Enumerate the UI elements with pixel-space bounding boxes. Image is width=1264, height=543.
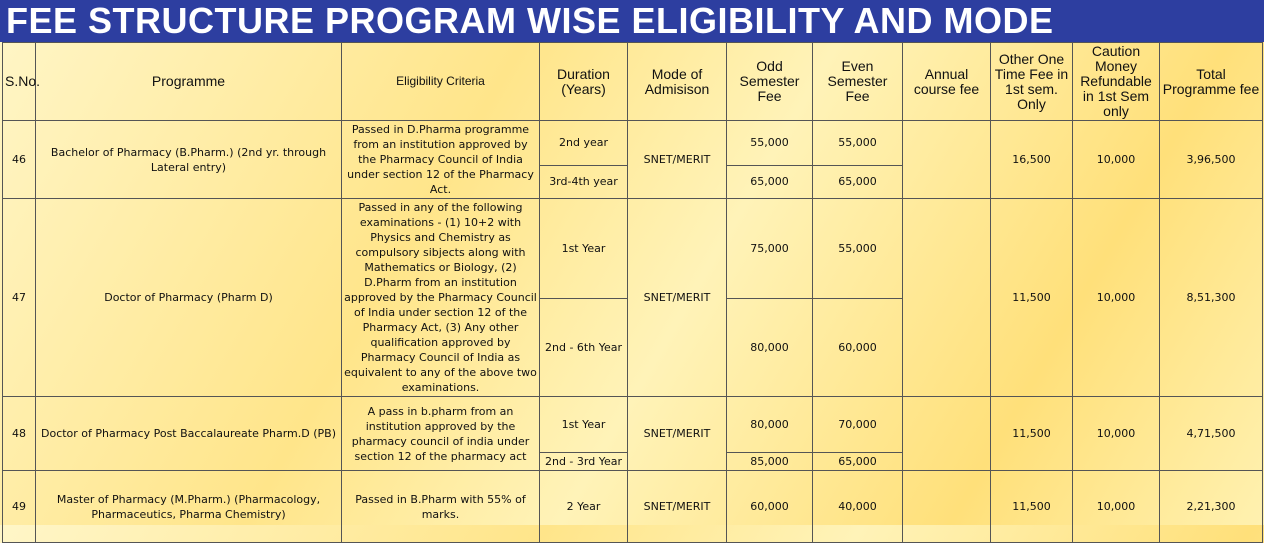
header-even-semester-fee: Even Semester Fee [813, 43, 903, 121]
cell-even-fee: 55,000 [813, 199, 903, 299]
fee-structure-table [2, 42, 1263, 543]
header-total-fee: Total Programme fee [1160, 43, 1263, 121]
cell-sno: 49 [3, 471, 36, 543]
table-row [3, 397, 1263, 453]
header-mode: Mode of Admisison [628, 43, 727, 121]
header-caution-money: Caution Money Refundable in 1st Sem only [1073, 43, 1160, 121]
cell-annual-fee [903, 121, 991, 199]
cell-duration: 2nd year [540, 121, 628, 166]
cell-caution-money: 10,000 [1073, 199, 1160, 397]
cell-odd-fee: 55,000 [727, 121, 813, 166]
cell-programme: Master of Pharmacy (M.Pharm.) (Pharmacology, Pharmaceutics, Pharma Chemistry) [36, 471, 342, 543]
header-programme: Programme [36, 43, 342, 121]
header-sno: S.No. [3, 43, 36, 121]
cell-total-fee: 3,96,500 [1160, 121, 1263, 199]
cell-other-fee: 16,500 [991, 121, 1073, 199]
cell-eligibility: A pass in b.pharm from an institution approved by the pharmacy council of india under section 12 of the pharmacy act [342, 397, 540, 471]
cell-duration: 2 Year [540, 471, 628, 543]
cell-odd-fee: 85,000 [727, 453, 813, 471]
cell-total-fee: 8,51,300 [1160, 199, 1263, 397]
cell-even-fee: 65,000 [813, 165, 903, 198]
cell-even-fee: 65,000 [813, 453, 903, 471]
cell-programme [36, 397, 342, 471]
cell-duration: 3rd-4th year [540, 165, 628, 198]
header-eligibility: Eligibility Criteria [342, 43, 540, 121]
cell-eligibility: Passed in B.Pharm with 55% of marks. [342, 471, 540, 543]
cell-even-fee: 55,000 [813, 121, 903, 166]
cell-sno: 47 [3, 199, 36, 397]
header-odd-semester-fee: Odd Semester Fee [727, 43, 813, 121]
header-other-fee: Other One Time Fee in 1st sem. Only [991, 43, 1073, 121]
cell-odd-fee: 80,000 [727, 299, 813, 397]
header-duration: Duration (Years) [540, 43, 628, 121]
cell-programme: Doctor of Pharmacy (Pharm D) [36, 199, 342, 397]
cell-duration: 1st Year [540, 199, 628, 299]
cell-sno: 46 [3, 121, 36, 199]
cell-odd-fee: 75,000 [727, 199, 813, 299]
cell-total-fee: 4,71,500 [1160, 397, 1263, 471]
cell-even-fee: 60,000 [813, 299, 903, 397]
table-row [3, 471, 1263, 543]
cell-duration: 2nd - 3rd Year [540, 453, 628, 471]
table-row [3, 121, 1263, 166]
cell-eligibility: Passed in any of the following examinations - (1) 10+2 with Physics and Chemistry as compulsory sibjects along with Mathematics or Biology, (2) D.Pharm from an institution approved by the Pharmacy Council of India under section 12 of the Pharmacy Act, (3) Any other qualification approved by Pharmacy Council of India as equivalent to any of the above two examinations. [342, 199, 540, 397]
cell-odd-fee: 60,000 [727, 471, 813, 543]
cell-other-fee: 11,500 [991, 471, 1073, 543]
cell-odd-fee: 80,000 [727, 397, 813, 453]
cell-mode: SNET/MERIT [628, 199, 727, 397]
cell-mode: SNET/MERIT [628, 397, 727, 471]
cell-duration: 1st Year [540, 397, 628, 453]
cell-other-fee: 11,500 [991, 397, 1073, 471]
cell-mode: SNET/MERIT [628, 121, 727, 199]
cell-annual-fee [903, 199, 991, 397]
cell-duration: 2nd - 6th Year [540, 299, 628, 397]
table-row [3, 199, 1263, 299]
header-row [3, 43, 1263, 121]
cell-annual-fee [903, 397, 991, 471]
cell-even-fee: 70,000 [813, 397, 903, 453]
cell-programme: Bachelor of Pharmacy (B.Pharm.) (2nd yr. through Lateral entry) [36, 121, 342, 199]
cell-other-fee: 11,500 [991, 199, 1073, 397]
cell-caution-money: 10,000 [1073, 121, 1160, 199]
cell-even-fee: 40,000 [813, 471, 903, 543]
programme-line: Doctor of Pharmacy Post Baccalaureate Pharm.D (PB) [41, 427, 336, 440]
cell-annual-fee [903, 471, 991, 543]
cell-eligibility: Passed in D.Pharma programme from an institution approved by the Pharmacy Council of India under section 12 of the Pharmacy Act. [342, 121, 540, 199]
cell-mode: SNET/MERIT [628, 471, 727, 543]
header-annual-fee: Annual course fee [903, 43, 991, 121]
cell-caution-money: 10,000 [1073, 471, 1160, 543]
page-title: FEE STRUCTURE PROGRAM WISE ELIGIBILITY AND MODE [0, 0, 1264, 42]
cell-caution-money: 10,000 [1073, 397, 1160, 471]
cell-total-fee: 2,21,300 [1160, 471, 1263, 543]
cell-odd-fee: 65,000 [727, 165, 813, 198]
cell-sno: 48 [3, 397, 36, 471]
